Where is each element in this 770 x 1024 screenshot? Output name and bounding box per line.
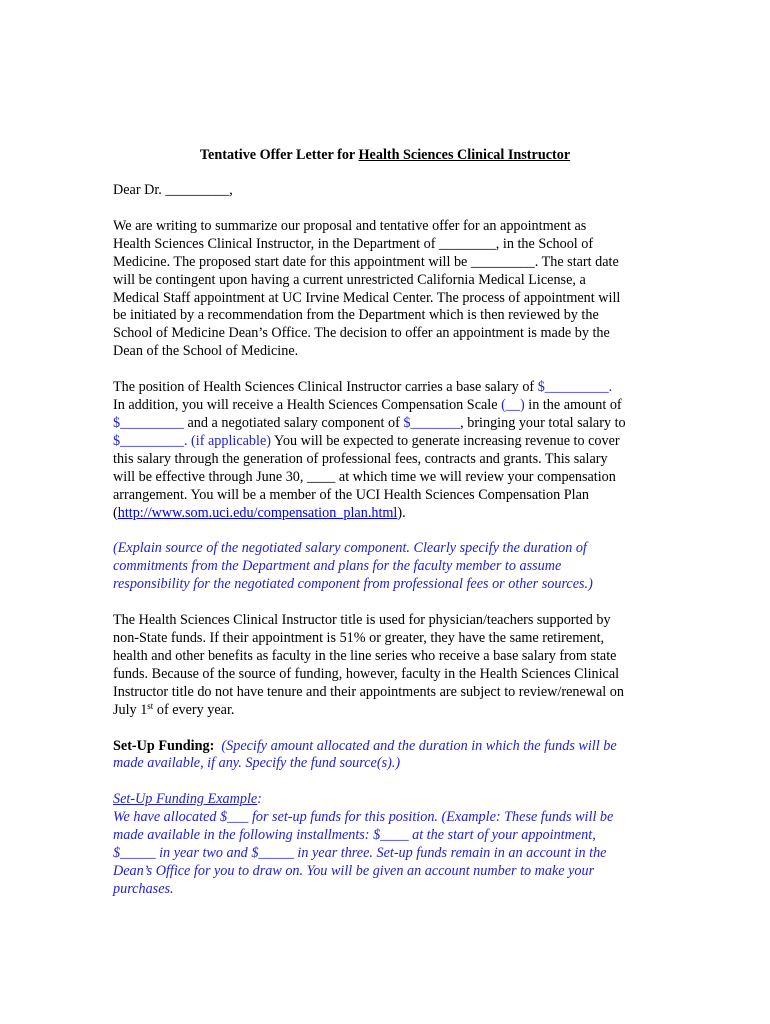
negotiated-amount-blank: $_______ xyxy=(403,414,461,431)
text-line: Instructor title do not have tenure and their appointments are subject to review/renewal on xyxy=(113,683,624,700)
text-segment: The position of Health Sciences Clinical Instructor carries a base salary of xyxy=(113,379,538,396)
text-line: Dean of the School of Medicine. xyxy=(113,343,299,360)
title-position: Health Sciences Clinical Instructor xyxy=(358,147,571,163)
paragraph-salary xyxy=(113,379,665,522)
text-line: made available in the following installments: $____ at the start of your appointment, xyxy=(113,827,596,844)
setup-funding-example xyxy=(113,791,665,898)
text-line: will be effective through June 30, ____ at which time we will review your compensation xyxy=(113,468,616,485)
setup-funding-label: Set-Up Funding: xyxy=(113,737,215,754)
setup-funding-section xyxy=(113,738,665,774)
text-line: be initiated by a recommendation from the Department which is then reviewed by the xyxy=(113,307,599,324)
text-segment: ( xyxy=(113,504,118,521)
text-line xyxy=(113,702,665,720)
text-line: purchases. xyxy=(113,880,174,897)
text-line: We have allocated $___ for set-up funds for this position. (Example: These funds will be xyxy=(113,809,614,826)
text-line xyxy=(113,433,665,451)
text-line xyxy=(113,738,665,756)
page-title xyxy=(0,147,770,164)
paragraph-intro xyxy=(113,218,665,361)
text-segment: of every year. xyxy=(153,701,235,718)
text-line: health and other benefits as faculty in the line series who receive a base salary from state xyxy=(113,647,617,664)
text-line: The Health Sciences Clinical Instructor title is used for physician/teachers supported by xyxy=(113,612,611,629)
salutation-text: Dear Dr. _________, xyxy=(113,182,233,198)
total-salary-blank: $_________. (if applicable) xyxy=(113,432,271,449)
text-line xyxy=(113,415,665,433)
salutation xyxy=(113,182,665,200)
text-line: commitments from the Department and plans for the faculty member to assume xyxy=(113,558,562,575)
text-line: We are writing to summarize our proposal and tentative offer for an appointment as xyxy=(113,217,587,234)
text-line: (Explain source of the negotiated salary component. Clearly specify the duration of xyxy=(113,540,587,557)
letter-body xyxy=(113,182,665,917)
text-line: Dean’s Office for you to draw on. You will be given an account number to make your xyxy=(113,863,595,879)
text-line: School of Medicine Dean’s Office. The decision to offer an appointment is made by the xyxy=(113,325,610,342)
compensation-plan-link[interactable]: http://www.som.uci.edu/compensation_plan.html xyxy=(117,504,398,521)
paragraph-title-info xyxy=(113,612,665,719)
text-line: Health Sciences Clinical Instructor, in the Department of ________, in the School of xyxy=(113,235,594,252)
scale-blank: (__) xyxy=(501,397,525,414)
text-line xyxy=(113,505,665,523)
text-segment: : xyxy=(257,791,262,808)
text-line: non-State funds. If their appointment is 51% or greater, they have the same retirement, xyxy=(113,630,605,647)
text-segment: You will be expected to generate increasing revenue to cover xyxy=(271,432,620,449)
example-heading: Set-Up Funding Example xyxy=(113,791,258,808)
text-line xyxy=(113,397,665,415)
setup-funding-instruction: (Specify amount allocated and the duration in which the funds will be xyxy=(221,737,617,754)
text-line: this salary through the generation of professional fees, contracts and grants. This salary xyxy=(113,450,608,467)
text-line: Medicine. The proposed start date for this appointment will be _________. The start date xyxy=(113,253,619,270)
text-segment: ). xyxy=(397,504,406,521)
text-line: Medical Staff appointment at UC Irvine Medical Center. The process of appointment will xyxy=(113,289,621,306)
text-line: responsibility for the negotiated component from professional fees or other sources.) xyxy=(113,576,593,593)
text-line xyxy=(113,791,665,809)
text-segment: in the amount of xyxy=(524,397,622,414)
text-line: made available, if any. Specify the fund source(s).) xyxy=(113,755,401,772)
title-prefix: Tentative Offer Letter for xyxy=(199,147,359,163)
instruction-negotiated-component xyxy=(113,540,665,594)
text-segment: July 1 xyxy=(113,701,148,718)
text-line: arrangement. You will be a member of the UCI Health Sciences Compensation Plan xyxy=(113,486,589,503)
text-line: $_____ in year two and $_____ in year three. Set-up funds remain in an account in the xyxy=(113,845,607,862)
text-line xyxy=(113,379,665,397)
scale-amount-blank: $_________ xyxy=(113,414,184,431)
base-salary-blank: $_________. xyxy=(537,379,613,396)
text-segment: , bringing your total salary to xyxy=(460,414,626,431)
text-line: will be contingent upon having a current unrestricted California Medical License, a xyxy=(113,271,586,288)
text-segment: In addition, you will receive a Health Sciences Compensation Scale xyxy=(113,397,502,414)
superscript: st xyxy=(147,700,154,711)
text-line: funds. Because of the source of funding, however, faculty in the Health Sciences Clinical xyxy=(113,665,620,682)
text-segment: and a negotiated salary component of xyxy=(183,414,404,431)
